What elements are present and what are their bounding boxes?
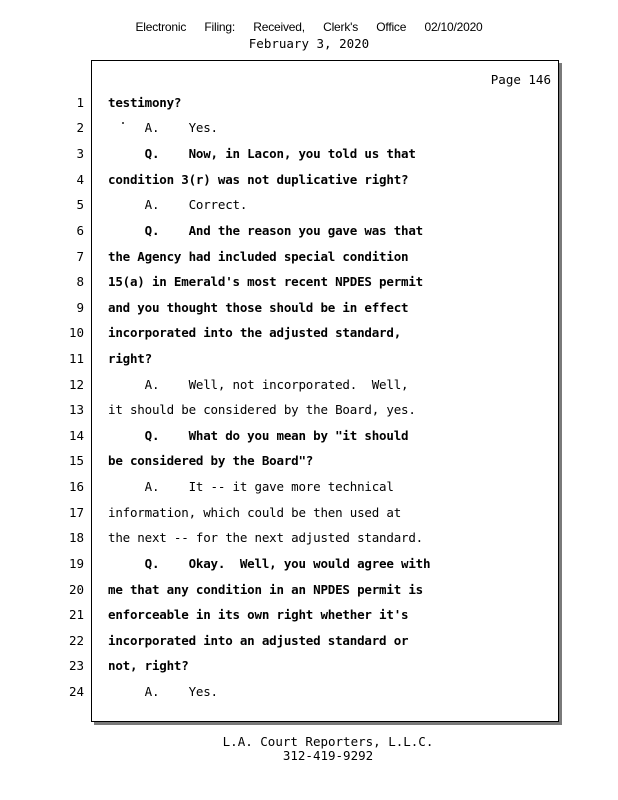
transcript-line: Q. And the reason you gave was that xyxy=(108,223,424,238)
line-number: 12 xyxy=(68,377,84,392)
line-number: 15 xyxy=(68,453,84,468)
transcript-line: it should be considered by the Board, yes. xyxy=(108,402,416,417)
transcript-line: not, right? xyxy=(108,658,189,673)
line-number: 8 xyxy=(76,274,84,289)
transcript-line: right? xyxy=(108,351,152,366)
transcript-line: 15(a) in Emerald's most recent NPDES permit xyxy=(108,274,424,289)
court-reporter-phone: 312-419-9292 xyxy=(282,748,374,763)
line-number: 10 xyxy=(68,325,84,340)
line-number: 7 xyxy=(76,249,84,264)
line-number: 9 xyxy=(76,300,84,315)
line-number: 19 xyxy=(68,556,84,571)
transcript-line: Q. What do you mean by "it should xyxy=(108,428,409,443)
line-number: 23 xyxy=(68,658,84,673)
transcript-line: A. Yes. xyxy=(108,684,218,699)
line-number: 5 xyxy=(76,197,84,212)
transcript-line: be considered by the Board"? xyxy=(108,453,314,468)
line-number: 11 xyxy=(68,351,84,366)
transcript-line: information, which could be then used at xyxy=(108,505,402,520)
transcript-line: the next -- for the next adjusted standard. xyxy=(108,530,424,545)
transcript-date: February 3, 2020 xyxy=(248,36,370,51)
page-number: Page 146 xyxy=(490,72,551,87)
transcript-line: incorporated into the adjusted standard, xyxy=(108,325,402,340)
transcript-line: me that any condition in an NPDES permit is xyxy=(108,582,424,597)
line-number: 18 xyxy=(68,530,84,545)
line-number: 4 xyxy=(76,172,84,187)
transcript-line: condition 3(r) was not duplicative right? xyxy=(108,172,409,187)
line-number: 22 xyxy=(68,633,84,648)
transcript-line: A. Yes. xyxy=(108,120,218,135)
electronic-filing-stamp: Electronic Filing: Received, Clerk's Office 02/10/2020 xyxy=(135,20,483,34)
transcript-line: enforceable in its own right whether it's xyxy=(108,607,409,622)
line-number: 2 xyxy=(76,120,84,135)
line-number: 1 xyxy=(76,95,84,110)
transcript-line: testimony? xyxy=(108,95,182,110)
transcript-line: incorporated into an adjusted standard or xyxy=(108,633,409,648)
line-number: 20 xyxy=(68,582,84,597)
transcript-line: A. Well, not incorporated. Well, xyxy=(108,377,409,392)
line-number: 14 xyxy=(68,428,84,443)
line-number: 16 xyxy=(68,479,84,494)
line-number: 3 xyxy=(76,146,84,161)
transcript-line: A. Correct. xyxy=(108,197,248,212)
line-number: 21 xyxy=(68,607,84,622)
transcript-line: Q. Now, in Lacon, you told us that xyxy=(108,146,416,161)
court-reporter-name: L.A. Court Reporters, L.L.C. xyxy=(222,734,434,749)
transcript-line: and you thought those should be in effect xyxy=(108,300,409,315)
line-number: 17 xyxy=(68,505,84,520)
line-number: 13 xyxy=(68,402,84,417)
transcript-line: Q. Okay. Well, you would agree with xyxy=(108,556,431,571)
transcript-line: the Agency had included special condition xyxy=(108,249,409,264)
line-number: 24 xyxy=(68,684,84,699)
line-number: 6 xyxy=(76,223,84,238)
transcript-line: A. It -- it gave more technical xyxy=(108,479,394,494)
